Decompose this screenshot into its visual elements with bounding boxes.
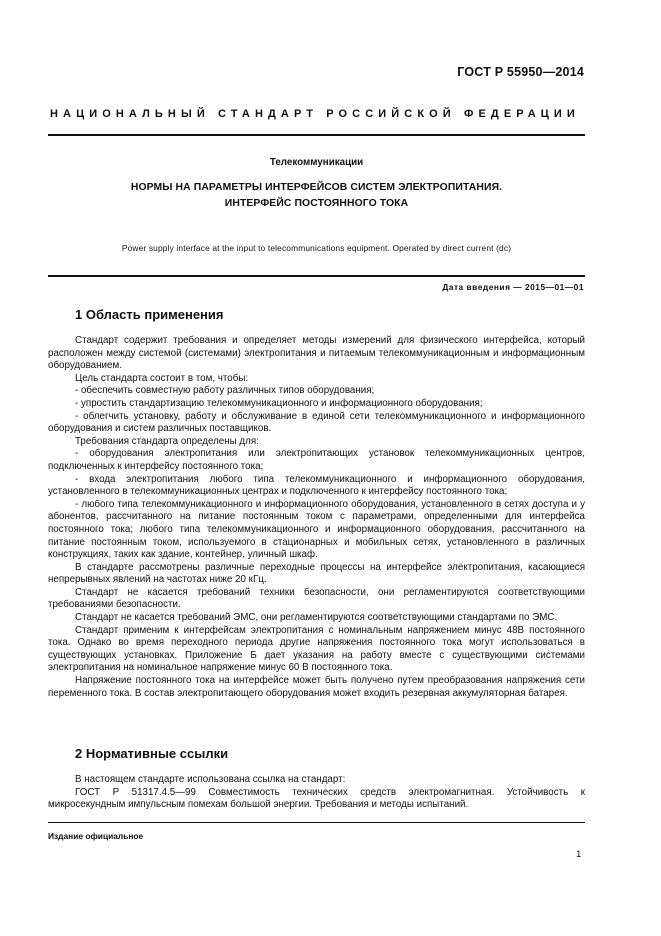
paragraph: В настоящем стандарте использована ссылка на стандарт: xyxy=(75,774,346,785)
paragraph: Требования стандарта определены для: xyxy=(75,435,259,447)
category-title: Телекоммуникации xyxy=(269,157,364,168)
list-item: - облегчить установку, работу и обслуживание в единой сети телекоммуникационного и информационного оборудования и систем различных поставщиков. xyxy=(48,410,585,435)
paragraph: Стандарт применим к интерфейсам электропитания с номинальным напряжением минус 48В постоянного тока. Однако во время переходного периода другие напряжения постоянного тока могут использоваться в существующих установках. Приложение Б дает указания на работу вместе с существующими системами электропитания на номинальное напряжение минус 60 В постоянного тока. xyxy=(48,624,585,674)
section-2-heading: 2 Нормативные ссылки xyxy=(75,746,229,761)
paragraph: В стандарте рассмотрены различные переходные процессы на интерфейсе электропитания, касающиеся непрерывных явлений на частотах ниже 20 кГц. xyxy=(48,561,585,586)
paragraph: Напряжение постоянного тока на интерфейсе может быть получено путем преобразования напряжения сети переменного тока. В состав электропитающего оборудования может входить резервная аккумуляторная батарея. xyxy=(48,675,585,699)
section-2-body xyxy=(48,774,585,812)
footer-rule xyxy=(48,822,585,823)
document-number: ГОСТ Р 55950—2014 xyxy=(457,65,584,79)
header-rule xyxy=(48,134,585,136)
paragraph: Цель стандарта состоит в том, чтобы: xyxy=(75,372,249,384)
paragraph: Стандарт не касается требований ЭМС, они регламентируются соответствующими стандартами по ЭМС. xyxy=(75,612,558,624)
main-title-line-1: НОРМЫ НА ПАРАМЕТРЫ ИНТЕРФЕЙСОВ СИСТЕМ ЭЛЕКТРОПИТАНИЯ. xyxy=(130,182,503,193)
list-item: - упростить стандартизацию телекоммуникационного и информационного оборудования; xyxy=(75,397,483,409)
section-1-heading: 1 Область применения xyxy=(75,307,224,322)
reference-item: ГОСТ Р 51317.4.5—99 Совместимость технических средств электромагнитная. Устойчивость к микросекундным импульсным помехам большой энергии. Требования и методы испытаний. xyxy=(48,786,585,811)
title-rule xyxy=(48,275,585,277)
introduction-date: Дата введения — 2015—01—01 xyxy=(442,282,584,292)
list-item: - входа электропитания любого типа телекоммуникационного и информационного оборудования, установленного в телекоммуникационных центрах и подключенного к интерфейсу постоянного тока; xyxy=(48,473,585,498)
list-item: - оборудования электропитания или электропитающих установок телекоммуникационных центров, подключенных к интерфейсу постоянного тока; xyxy=(48,448,585,472)
section-1-body xyxy=(48,335,585,700)
edition-label: Издание официальное xyxy=(48,831,144,841)
page-number: 1 xyxy=(576,849,582,860)
paragraph: Стандарт содержит требования и определяет методы измерений для физического интерфейса, который расположен между системой (системами) электропитания и питаемым телекоммуникационным и информационным оборудованием. xyxy=(48,335,585,372)
paragraph: Стандарт не касается требований техники безопасности, они регламентируются соответствующими требованиями безопасности. xyxy=(48,586,585,611)
main-title-line-2: ИНТЕРФЕЙС ПОСТОЯННОГО ТОКА xyxy=(224,198,409,209)
english-title: Power supply interface at the input to telecommunications equipment. Operated by direct current (dc) xyxy=(121,243,512,253)
list-item: - любого типа телекоммуникационного и информационного оборудования, установленного в сетях доступа и у абонентов, рассчитанного на питание постоянным током с параметрами, определенными для интерфейса постоянного тока; любого типа телекоммуникационного и информационного оборудования, рассчитанного на питание постоянным током, используемого в стационарных и мобильных сетях, установленного в различных конструкциях, таких как здание, контейнер, уличный шкаф. xyxy=(48,498,585,561)
national-standard-banner: НАЦИОНАЛЬНЫЙ СТАНДАРТ РОССИЙСКОЙ ФЕДЕРАЦИИ xyxy=(50,108,580,120)
list-item: - обеспечить совместную работу различных типов оборудования; xyxy=(75,385,375,397)
